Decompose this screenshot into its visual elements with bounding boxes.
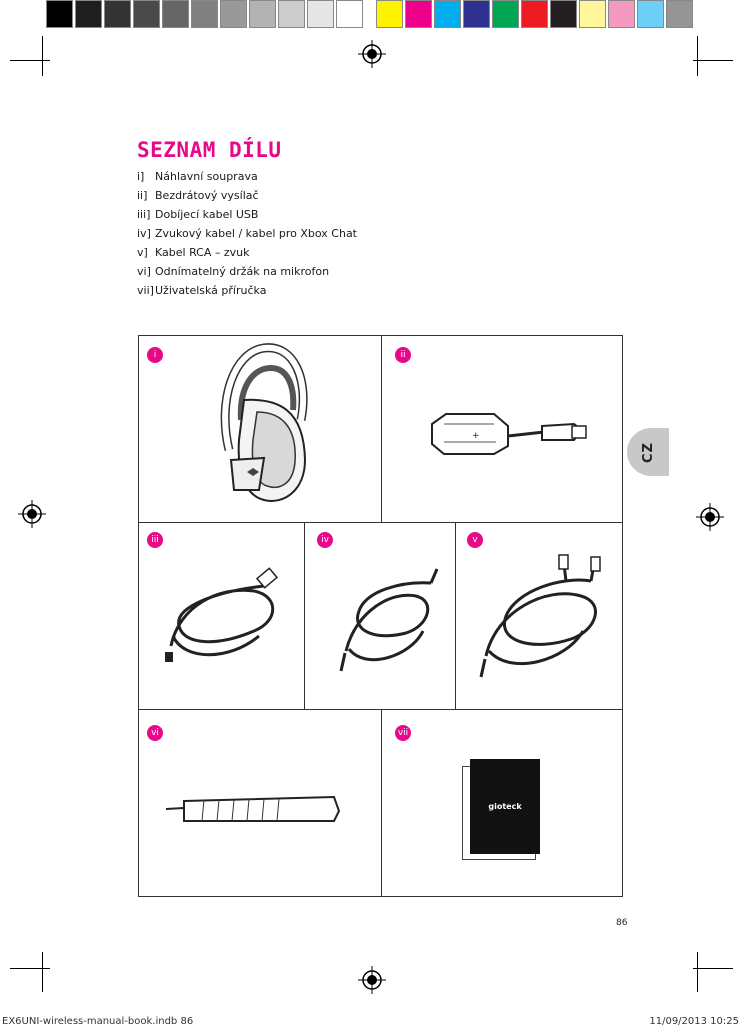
color-calibration-strip [376, 0, 695, 28]
gray-swatch [307, 0, 334, 28]
language-tab [627, 428, 669, 476]
item-label: Dobíjecí kabel USB [155, 208, 259, 221]
badge-ii: ii [395, 347, 411, 363]
color-swatch [521, 0, 548, 28]
grid-divider [381, 336, 382, 522]
section-title: SEZNAM DÍLU [137, 138, 282, 162]
badge-v: v [467, 532, 483, 548]
parts-list-item [137, 262, 357, 281]
manual-brand-logo: gioteck [488, 802, 522, 811]
item-number: vii] [137, 284, 154, 297]
parts-list-item [137, 167, 357, 186]
registration-mark-icon [696, 503, 724, 531]
registration-mark-icon [358, 40, 386, 68]
gray-swatch [278, 0, 305, 28]
item-label: Uživatelská příručka [155, 284, 267, 297]
item-number: i] [137, 170, 145, 183]
color-swatch [376, 0, 403, 28]
badge-iii: iii [147, 532, 163, 548]
color-swatch [579, 0, 606, 28]
item-label: Kabel RCA – zvuk [155, 246, 250, 259]
badge-vi: vi [147, 725, 163, 741]
crop-mark [697, 36, 698, 76]
grid-divider [139, 522, 622, 523]
parts-list [137, 167, 357, 300]
color-swatch [608, 0, 635, 28]
item-label: Náhlavní souprava [155, 170, 258, 183]
page-number: 86 [616, 918, 628, 928]
color-swatch [637, 0, 664, 28]
crop-mark [10, 968, 50, 969]
item-label: Bezdrátový vysílač [155, 189, 259, 202]
parts-list-item [137, 205, 357, 224]
audio-cable-icon [331, 561, 441, 681]
color-swatch [463, 0, 490, 28]
svg-text:+: + [472, 431, 480, 441]
item-number: iv] [137, 227, 151, 240]
headset-icon [209, 340, 319, 518]
gray-swatch [104, 0, 131, 28]
microphone-holder-icon [164, 791, 344, 831]
rca-cable-icon [471, 551, 616, 681]
footer-timestamp: 11/09/2013 10:25 [649, 1016, 739, 1027]
color-swatch [434, 0, 461, 28]
user-manual-cover [470, 759, 540, 854]
grid-divider [381, 709, 382, 896]
wireless-transmitter-icon [424, 406, 594, 462]
parts-list-item [137, 224, 357, 243]
item-number: vi] [137, 265, 151, 278]
crop-mark [693, 968, 733, 969]
gray-swatch [249, 0, 276, 28]
gray-swatch [133, 0, 160, 28]
gray-swatch [162, 0, 189, 28]
item-number: iii] [137, 208, 151, 221]
registration-mark-icon [358, 966, 386, 994]
item-label: Zvukový kabel / kabel pro Xbox Chat [155, 227, 357, 240]
crop-mark [10, 60, 50, 61]
gray-swatch [336, 0, 363, 28]
crop-mark [42, 952, 43, 992]
item-label: Odnímatelný držák na mikrofon [155, 265, 330, 278]
parts-list-item [137, 186, 357, 205]
badge-vii: vii [395, 725, 411, 741]
gray-calibration-strip [46, 0, 365, 28]
crop-mark [697, 952, 698, 992]
parts-list-item [137, 243, 357, 262]
grid-divider [304, 522, 305, 709]
parts-grid [138, 335, 623, 897]
crop-mark [693, 60, 733, 61]
badge-iv: iv [317, 532, 333, 548]
language-label: CZ [640, 441, 656, 463]
item-number: ii] [137, 189, 148, 202]
color-swatch [666, 0, 693, 28]
badge-i: i [147, 347, 163, 363]
parts-list-item [137, 281, 357, 300]
gray-swatch [220, 0, 247, 28]
gray-swatch [46, 0, 73, 28]
gray-swatch [75, 0, 102, 28]
gray-swatch [191, 0, 218, 28]
grid-divider [455, 522, 456, 709]
color-swatch [405, 0, 432, 28]
crop-mark [42, 36, 43, 76]
color-swatch [492, 0, 519, 28]
registration-mark-icon [18, 500, 46, 528]
color-swatch [550, 0, 577, 28]
footer-file-info: EX6UNI-wireless-manual-book.indb 86 [2, 1016, 194, 1027]
usb-cable-icon [159, 566, 289, 681]
item-number: v] [137, 246, 148, 259]
